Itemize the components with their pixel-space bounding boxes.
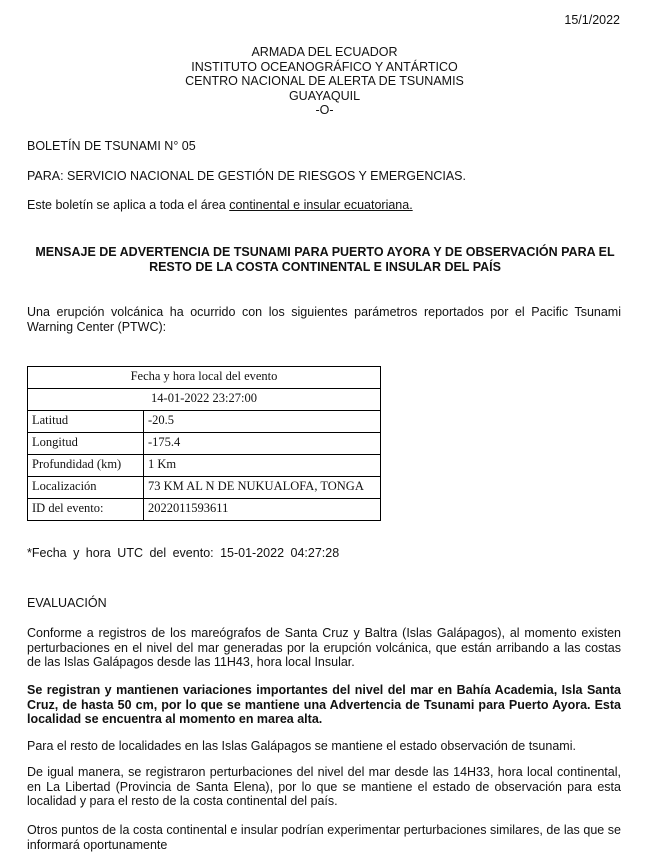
longitude-value: -175.4 [144,433,381,455]
latitude-value: -20.5 [144,411,381,433]
location-value: 73 KM AL N DE NUKUALOFA, TONGA [144,477,381,499]
message-title-line1: MENSAJE DE ADVERTENCIA DE TSUNAMI PARA PUERTO AYORA Y DE OBSERVACIÓN PARA EL [35,245,615,259]
document-date: 15/1/2022 [564,13,620,27]
document-header [0,45,649,118]
evaluation-paragraph-2: Se registran y mantienen variaciones importantes del nivel del mar en Bahía Academia, Isla Santa Cruz, de hasta 50 cm, por lo que se mantiene una Advertencia de Tsunami para Puerto Ayora. Esta localidad se encuentra al momento en marea alta. [27,683,621,726]
header-separator: -O- [315,103,334,117]
table-row [28,433,381,455]
table-header-cell: Fecha y hora local del evento [28,367,381,389]
scope-underlined: continental e insular ecuatoriana. [229,198,413,212]
event-datetime-cell: 14-01-2022 23:27:00 [28,389,381,411]
event-id-label: ID del evento: [28,499,144,521]
message-title [20,245,630,275]
evaluation-paragraph-1: Conforme a registros de los mareógrafos de Santa Cruz y Baltra (Islas Galápagos), al momento existen perturbaciones en el nivel del mar generadas por la erupción volcánica, que están arribando a las costas de las Islas Galápagos desde las 11H43, hora local Insular. [27,626,621,669]
table-row [28,389,381,411]
header-line-city: GUAYAQUIL [288,88,361,103]
depth-label: Profundidad (km) [28,455,144,477]
header-line-navy: ARMADA DEL ECUADOR [251,45,398,59]
header-line-institute: INSTITUTO OCEANOGRÁFICO Y ANTÁRTICO [191,59,458,74]
intro-paragraph: Una erupción volcánica ha ocurrido con los siguientes parámetros reportados por el Pacific Tsunami Warning Center (PTWC): [27,305,621,334]
depth-value: 1 Km [144,455,381,477]
bulletin-number: BOLETÍN DE TSUNAMI N° 05 [27,139,196,153]
recipient-line: PARA: SERVICIO NACIONAL DE GESTIÓN DE RIESGOS Y EMERGENCIAS. [27,169,466,183]
location-label: Localización [28,477,144,499]
evaluation-paragraph-5: Otros puntos de la costa continental e insular podrían experimentar perturbaciones similares, de las que se informará oportunamente [27,823,621,852]
evaluation-heading: EVALUACIÓN [27,596,107,610]
event-parameters-table [27,366,381,521]
longitude-label: Longitud [28,433,144,455]
table-row [28,411,381,433]
table-row [28,477,381,499]
latitude-label: Latitud [28,411,144,433]
table-row [28,455,381,477]
scope-line [27,198,413,212]
table-row [28,499,381,521]
header-line-center: CENTRO NACIONAL DE ALERTA DE TSUNAMIS [185,74,464,88]
event-id-value: 2022011593611 [144,499,381,521]
message-title-line2: RESTO DE LA COSTA CONTINENTAL E INSULAR DEL PAÍS [149,260,501,274]
table-row [28,367,381,389]
scope-prefix: Este boletín se aplica a toda el área [27,198,230,212]
evaluation-paragraph-3: Para el resto de localidades en las Islas Galápagos se mantiene el estado observación de tsunami. [27,739,576,753]
utc-note: *Fecha y hora UTC del evento: 15-01-2022 04:27:28 [27,546,340,560]
evaluation-paragraph-4: De igual manera, se registraron perturbaciones del nivel del mar desde las 14H33, hora local continental, en La Libertad (Provincia de Santa Elena), por lo que se mantiene el estado de observación para esta localidad y para el resto de la costa continental del país. [27,765,621,808]
